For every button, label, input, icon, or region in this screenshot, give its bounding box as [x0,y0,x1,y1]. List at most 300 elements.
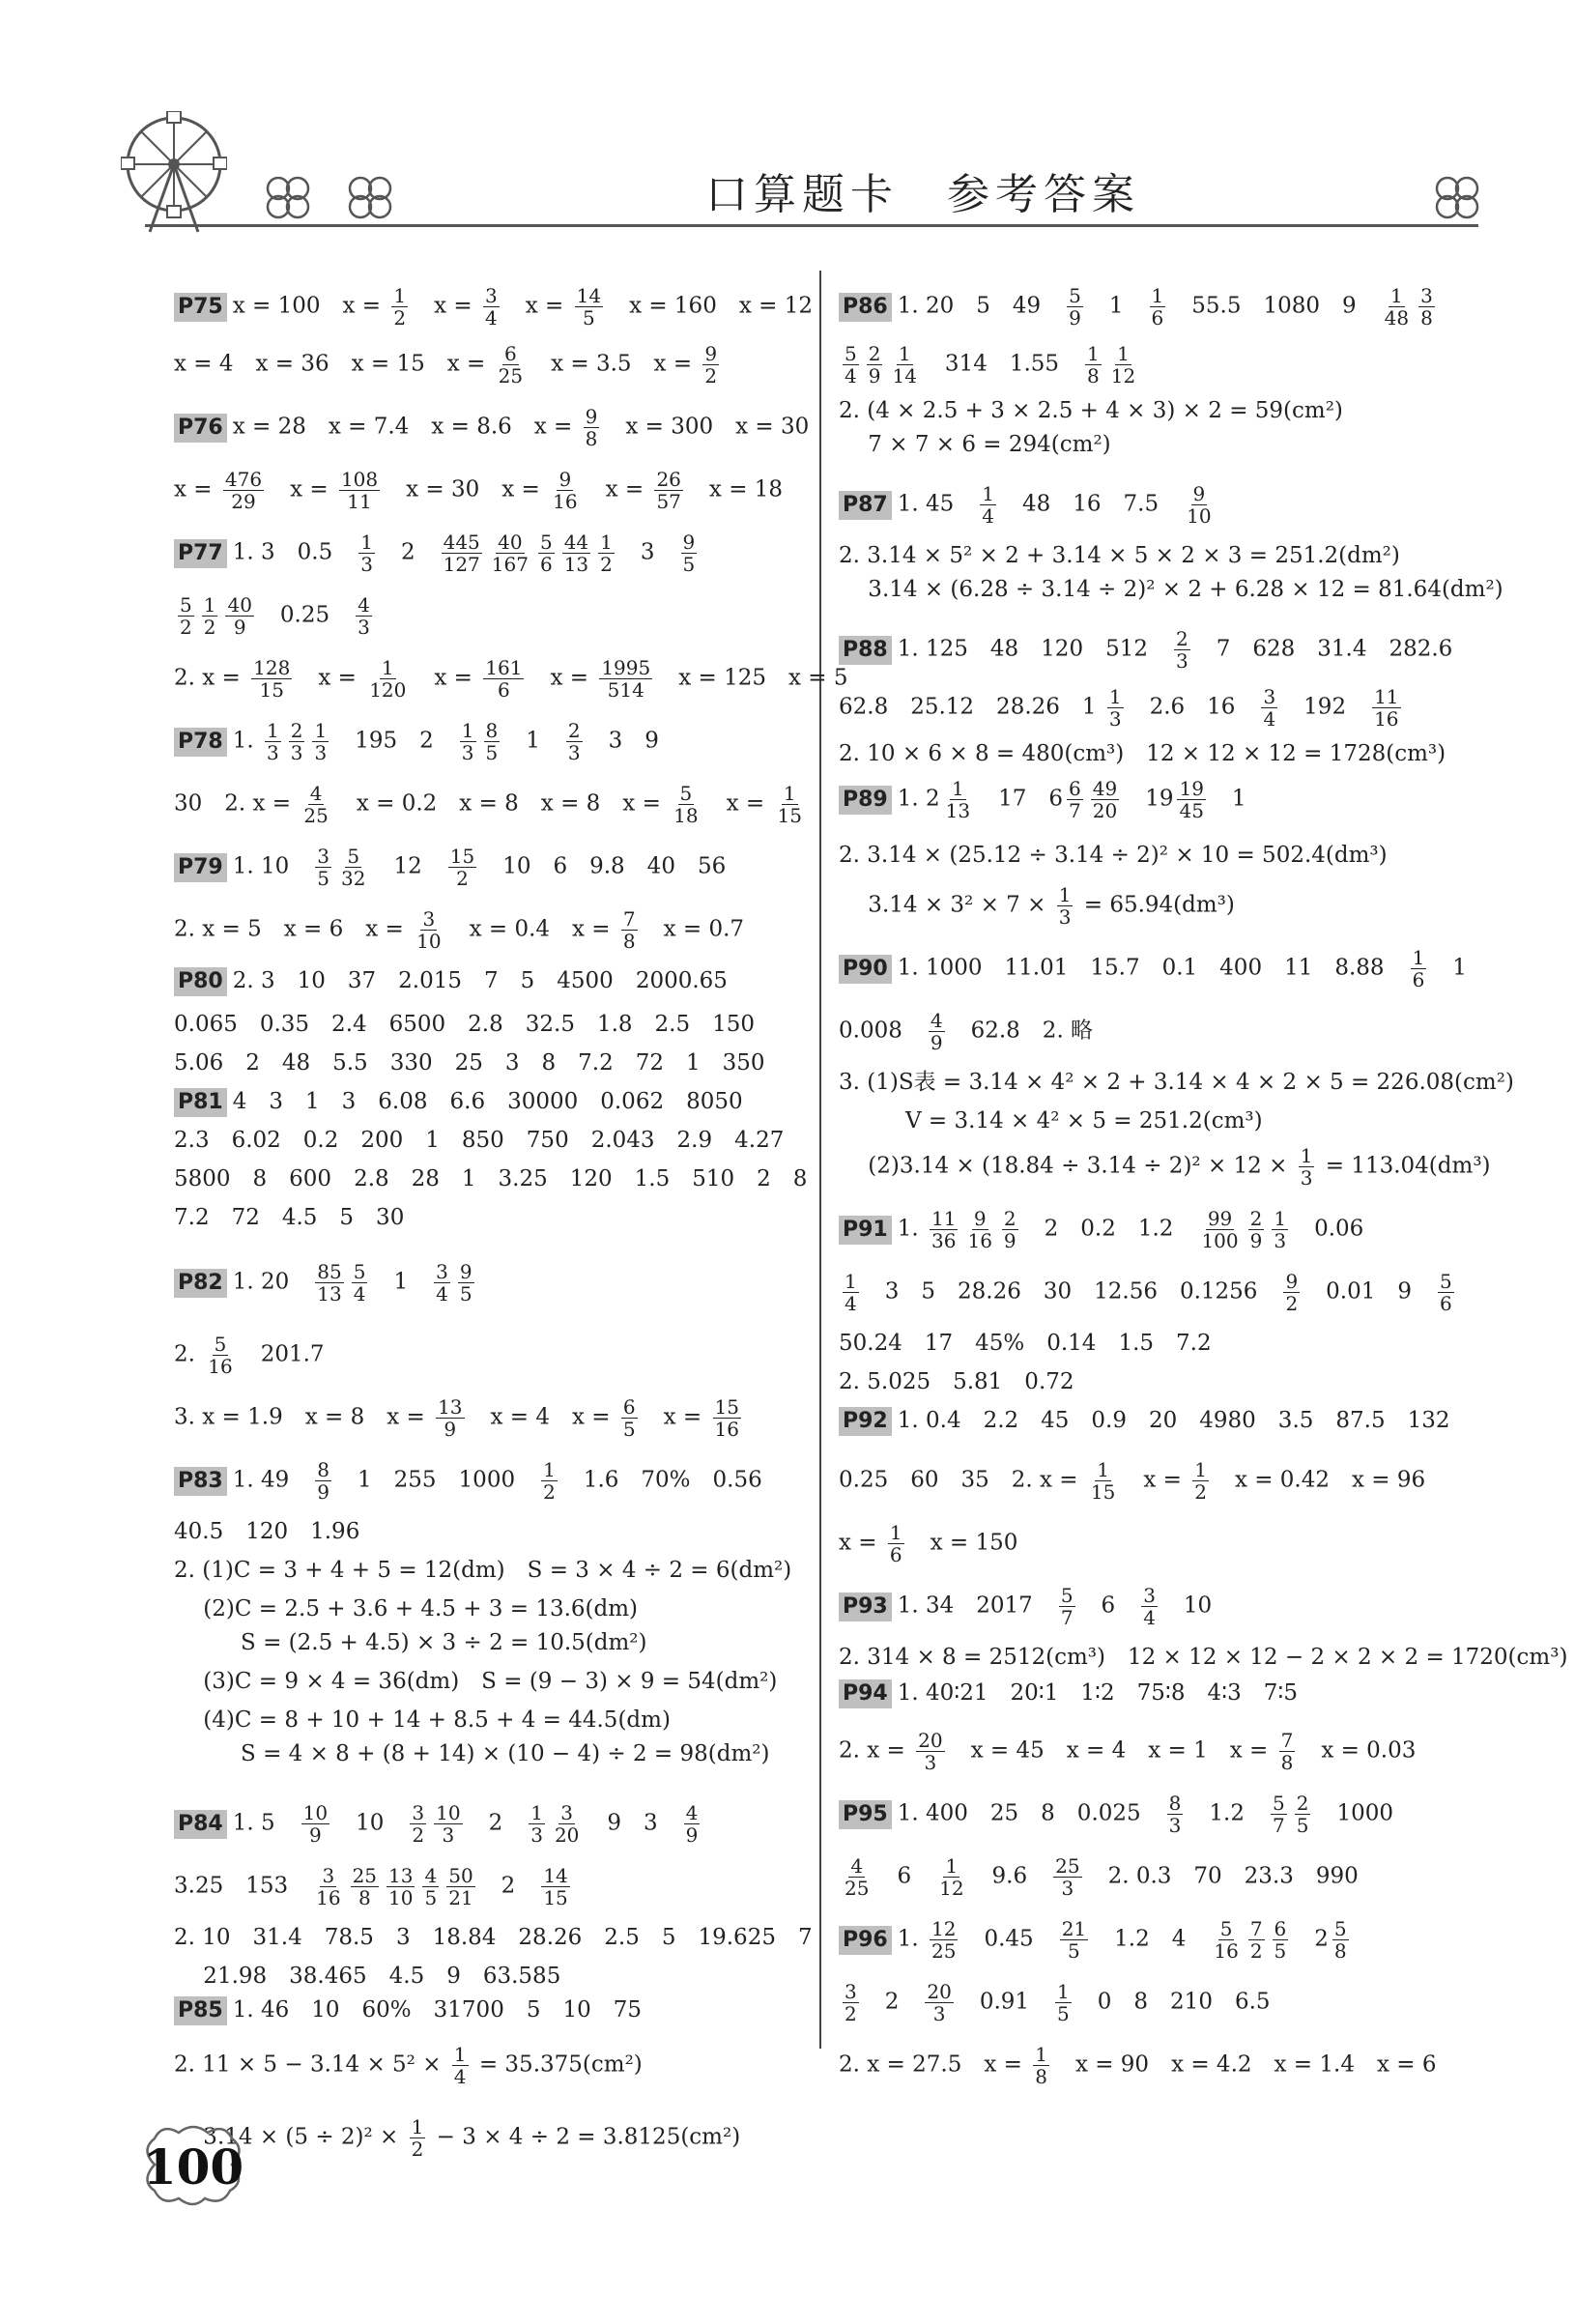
fraction-denominator: 3 [267,741,279,764]
fraction [483,285,500,329]
answer-line [174,1594,638,1623]
fraction [1272,1208,1288,1251]
answer-line [174,1164,807,1193]
answer-line [839,1730,1416,1773]
page-number: 100 [142,2138,244,2195]
fraction [434,1261,450,1305]
answer-text: x = [412,665,480,691]
fraction [484,720,501,763]
fraction-numerator: 1 [1108,685,1122,708]
fraction [1002,1208,1018,1251]
fraction-numerator: 40 [227,593,252,617]
answer-line [174,469,783,512]
fraction [301,1802,329,1846]
answer-text: x = 0.03 [1299,1737,1417,1764]
fraction [178,594,194,638]
answer-line [839,396,1343,425]
answer-text: 55.5 1080 9 [1169,293,1379,319]
fraction-numerator: 7 [1280,1729,1294,1752]
fraction-numerator: 5 [1069,284,1081,307]
fraction-denominator: 9 [444,1418,457,1441]
fraction-numerator: 8 [1168,1792,1182,1815]
fraction-denominator: 8 [1035,2065,1047,2088]
fraction [391,285,408,329]
answer-text: 1.2 [1187,1800,1267,1826]
page-tag: P94 [839,1679,892,1708]
answer-text: 2. 0.3 70 23.3 990 [1085,1863,1359,1889]
fraction-numerator: 25 [1055,1854,1080,1878]
answer-text: S = 4 × 8 + (8 + 14) × (10 − 4) ÷ 2 = 98(dm²) [174,1741,770,1766]
fraction-numerator: 3 [322,1864,335,1887]
answer-text: 2. x = 5 x = 6 x = [174,916,412,942]
fraction-numerator: 3 [1420,284,1433,307]
fraction-numerator: 1 [411,2115,424,2138]
answer-text: 50.24 17 45% 0.14 1.5 7.2 [839,1331,1212,1356]
fraction [1174,628,1190,672]
fraction [1248,1918,1265,1962]
fraction-numerator: 5 [1219,1917,1233,1940]
fraction [339,469,380,512]
answer-line [174,594,376,638]
answer-text: 1. 40∶21 20∶1 1∶2 75∶8 4∶3 7∶5 [897,1680,1299,1706]
answer-line [174,846,726,889]
fraction-numerator: 10 [436,1801,461,1824]
answer-text: 2. 3 10 37 2.015 7 5 4500 2000.65 [232,968,728,993]
fraction [315,1261,343,1305]
fraction-numerator: 21 [1061,1917,1087,1940]
answer-text: x = [839,1530,884,1556]
fraction-denominator: 6 [539,553,553,576]
answer-text: 7.2 72 4.5 5 30 [174,1205,405,1230]
answer-text: x = [502,293,571,319]
fraction-denominator: 5 [1068,1939,1080,1963]
fraction-numerator: 11 [1374,685,1399,708]
page-tag: P89 [839,786,892,815]
answer-text: x = 0.7 [641,916,745,942]
answer-text: 1. 45 [897,491,977,517]
ferris-wheel-icon [121,111,227,237]
fraction-denominator: 9 [868,364,881,387]
fraction-numerator: 5 [180,593,192,617]
fraction [566,720,583,763]
answer-text: x = 0.4 x = [446,916,617,942]
fraction-denominator: 3 [1168,1814,1182,1837]
answer-text: 2. x = 27.5 x = [839,2051,1030,2078]
fraction-numerator: 8 [485,719,499,742]
fraction-denominator: 2 [203,616,216,639]
answer-line [174,1048,765,1077]
answer-text: 9.6 [969,1863,1050,1889]
fraction-numerator: 9 [558,468,572,491]
fraction-denominator: 2 [1249,1939,1263,1963]
fraction-denominator: 2 [1285,1292,1299,1315]
fraction-numerator: 1 [845,1270,857,1293]
page-tag: P84 [174,1810,227,1839]
answer-text: S = (2.5 + 4.5) × 3 ÷ 2 = 10.5(dm²) [174,1630,647,1655]
fraction [1167,1793,1184,1836]
fraction [930,1208,958,1251]
fraction-numerator: 4 [309,782,323,805]
answer-text: 1 [1209,786,1246,812]
fraction-denominator: 9 [1249,1229,1263,1252]
answer-text: x = 0.2 x = 8 x = 8 x = [333,790,669,817]
fraction [930,1918,958,1962]
fraction [1192,1459,1209,1503]
fraction-numerator: 1 [203,593,216,617]
answer-text: 1.6 70% 0.56 [560,1467,762,1493]
answer-line [174,1517,359,1546]
fraction-denominator: 8 [1280,1751,1294,1774]
answer-text: 1. 5 [232,1810,298,1836]
fraction-numerator: 2 [1175,627,1188,650]
fraction-denominator: 12 [1110,364,1136,387]
answer-line [174,1459,762,1503]
page-tag: P77 [174,539,227,568]
answer-text: x = [174,476,219,502]
answer-text: x = 90 x = 4.2 x = 1.4 x = 6 [1052,2051,1437,2078]
fraction [202,594,218,638]
answer-text: 62.8 2. 略 [948,1018,1094,1044]
answer-text: 2. 11 × 5 − 3.14 × 5² × [174,2051,448,2078]
fraction [352,1261,368,1305]
fraction [654,469,682,512]
answer-text: 2. (1)C = 3 + 4 + 5 = 12(dm) S = 3 × 4 ÷ 2 = 6(dm²) [174,1558,792,1583]
answer-line [839,1678,1298,1708]
answer-text: 2. 3.14 × (25.12 ÷ 3.14 ÷ 2)² × 10 = 502.4(dm³) [839,843,1388,868]
header-rule [145,224,1478,227]
page-tag: P95 [839,1800,892,1829]
fraction-denominator: 6 [1440,1292,1452,1315]
fraction-numerator: 6 [504,342,517,365]
fraction [1295,1793,1311,1836]
fraction-numerator: 9 [1192,482,1206,505]
fraction-numerator: 161 [485,656,523,679]
answer-text: 1. 2 [897,786,940,812]
fraction-numerator: 40 [498,531,523,554]
answer-text: 2. (4 × 2.5 + 3 × 2.5 + 4 × 3) × 2 = 59(cm²) [839,398,1343,423]
fraction-denominator: 13 [563,553,589,576]
answer-line [174,657,847,701]
answer-line [174,1334,325,1377]
answer-text: 1 [1430,955,1467,981]
fraction-numerator: 1 [783,782,796,805]
answer-text: 10 [333,1810,407,1836]
fraction-numerator: 5 [347,845,360,868]
fraction-denominator: 6 [1412,968,1425,991]
fraction-numerator: 11 [931,1207,957,1230]
page-header [0,0,1575,242]
answer-line [839,1981,1271,2024]
fraction-denominator: 3 [1300,1166,1313,1190]
fraction-numerator: 13 [388,1864,414,1887]
fraction-numerator: 6 [1274,1917,1287,1940]
fraction [1060,1918,1088,1962]
answer-text: 0.065 0.35 2.4 6500 2.8 32.5 1.8 2.5 150 [174,1012,756,1037]
fraction-denominator: 5 [459,1282,472,1305]
fraction-numerator: 2 [290,719,303,742]
fraction-numerator: 1 [1274,1207,1287,1230]
answer-text: 9 3 [585,1810,680,1836]
fraction-numerator: 1 [453,2043,467,2066]
fraction-denominator: 25 [931,1939,957,1963]
answer-line [174,1667,777,1696]
answer-text: x = [703,790,772,817]
fraction [538,531,555,575]
fraction [1372,686,1400,730]
fraction-numerator: 6 [1069,777,1081,800]
fraction-denominator: 15 [777,804,802,827]
fraction-numerator: 44 [563,531,589,554]
answer-text: 1. [897,1926,927,1952]
fraction [1150,285,1166,329]
fraction-numerator: 13 [438,1395,463,1419]
fraction-denominator: 2 [411,2138,424,2161]
fraction-numerator: 1 [1151,284,1164,307]
fraction-denominator: 20 [1092,799,1118,822]
fraction-denominator: 36 [931,1229,957,1252]
answer-line [174,908,744,952]
answer-line [839,575,1503,604]
answer-text: 2. [174,1341,203,1367]
answer-text: 6 [874,1863,934,1889]
fraction-numerator: 19 [1179,777,1204,800]
answer-text: x = [268,476,335,502]
answer-text: x = 100 x = [232,293,388,319]
fraction-denominator: 5 [424,1886,438,1909]
fraction-denominator: 3 [924,1751,937,1774]
fraction [1283,1271,1300,1314]
fraction-denominator: 3 [1061,1877,1074,1900]
answer-text: 2 0.2 1.2 [1021,1216,1196,1242]
fraction-numerator: 3 [412,1801,425,1824]
fraction [1089,1459,1117,1503]
fraction [1383,285,1411,329]
fraction-denominator: 4 [453,2065,467,2088]
answer-line [839,1145,1491,1189]
answer-text: 7 × 7 × 6 = 294(cm²) [839,432,1111,457]
answer-text: 10 [1160,1592,1213,1619]
fraction [1199,1208,1240,1251]
fraction-numerator: 12 [931,1917,957,1940]
fraction-numerator: 1 [1194,1458,1207,1481]
fraction [1248,1208,1265,1251]
fraction-numerator: 7 [622,907,636,931]
fraction [1107,686,1124,730]
fraction [315,1459,331,1503]
fraction-numerator: 85 [317,1260,342,1283]
answer-line [174,285,813,329]
answer-text: x = 30 x = [384,476,548,502]
answer-text: 30 2. x = [174,790,299,817]
fraction [1271,1793,1287,1836]
fraction-denominator: 13 [945,799,971,822]
fraction-numerator: 25 [352,1864,378,1887]
answer-text: 1. 1000 11.01 15.7 0.1 400 11 8.88 [897,955,1407,981]
answer-text: 1. [897,1216,927,1242]
fraction-denominator: 3 [530,1823,543,1847]
answer-text: 2 [862,1989,922,2015]
answer-text: 1. 10 [232,853,312,879]
answer-text: 17 6 [976,786,1063,812]
answer-line [839,778,1246,821]
fraction [584,406,600,449]
answer-text: 3.25 153 [174,1873,311,1899]
fraction-denominator: 3 [1108,707,1122,731]
fraction-denominator: 8 [1087,364,1100,387]
fraction-denominator: 4 [436,1282,448,1305]
answer-text: 3.14 × (6.28 ÷ 3.14 ÷ 2)² × 2 + 6.28 × 12 = 81.64(dm²) [839,577,1503,602]
fraction-denominator: 7 [1069,799,1081,822]
answer-text: x = [412,293,479,319]
fraction-numerator: 5 [353,1260,366,1283]
answer-line [839,1010,1093,1053]
answer-line [839,1068,1514,1097]
fraction-numerator: 1 [461,719,474,742]
fraction [289,720,305,763]
fraction-denominator: 3 [358,616,370,639]
fraction-numerator: 108 [340,468,379,491]
answer-text: 3.14 × 3² × 7 × [839,892,1053,918]
answer-text: x = [1121,1467,1189,1493]
fraction [1067,778,1083,821]
fraction-numerator: 3 [485,284,498,307]
fraction-numerator: 5 [1440,1270,1452,1293]
fraction-denominator: 9 [317,1480,330,1504]
answer-line [174,1203,404,1232]
page-number-badge [135,2121,251,2208]
fraction-denominator: 11 [347,490,372,513]
answer-text: x = 150 [907,1530,1018,1556]
answer-text: 0.06 [1292,1216,1364,1242]
answer-text: x = 4 x = [468,1404,617,1430]
fraction-numerator: 1 [393,284,407,307]
answer-text: V = 3.14 × 4² × 5 = 251.2(cm³) [839,1108,1263,1133]
answer-line [839,430,1111,459]
fraction-numerator: 476 [224,468,263,491]
answer-line [839,2044,1436,2087]
fraction-numerator: 20 [927,1980,952,2003]
fraction [672,783,700,826]
answer-text: 1. [232,728,262,754]
answer-line [839,1106,1263,1135]
fraction [410,2116,426,2160]
fraction-denominator: 8 [1420,306,1433,330]
fraction-denominator: 7 [1272,1814,1285,1837]
fraction [702,343,719,387]
fraction-numerator: 15 [449,845,475,868]
fraction-numerator: 3 [560,1801,574,1824]
fraction [1091,778,1119,821]
fraction-denominator: 4 [845,364,857,387]
fraction-numerator: 3 [436,1260,448,1283]
fraction-denominator: 29 [231,490,256,513]
fraction-numerator: 5 [845,342,857,365]
fraction-denominator: 15 [543,1886,568,1909]
fraction-denominator: 4 [1143,1606,1156,1629]
fraction-numerator: 4 [424,1864,438,1887]
fraction [598,531,615,575]
answer-line [839,1208,1363,1251]
fraction-numerator: 10 [302,1801,329,1824]
answer-text: 62.8 25.12 28.26 1 [839,694,1103,720]
fraction [223,469,264,512]
fraction-denominator: 6 [497,678,510,702]
fraction-denominator: 2 [704,364,718,387]
fraction [1279,1730,1296,1773]
answer-text: (2)3.14 × (18.84 ÷ 3.14 ÷ 2)² × 12 × [839,1153,1295,1179]
fraction-denominator: 9 [930,1031,943,1054]
fraction [1109,343,1137,387]
fraction-numerator: 15 [714,1395,739,1419]
fraction-denominator: 10 [1187,504,1212,528]
answer-text: 12 [371,853,444,879]
fraction-denominator: 15 [1090,1480,1116,1504]
fraction-denominator: 4 [353,1282,366,1305]
fraction-denominator: 3 [360,553,373,576]
fraction-numerator: 1 [1117,342,1130,365]
fraction-denominator: 3 [567,741,581,764]
answer-text: 2. 314 × 8 = 2512(cm³) 12 × 12 × 12 − 2 × 2 × 2 = 1720(cm³) [839,1645,1568,1670]
fraction [929,1010,945,1053]
answer-text: = 113.04(dm³) [1318,1153,1491,1179]
answer-text: 1. 20 [232,1269,312,1295]
fraction-denominator: 2 [180,616,192,639]
fraction-numerator: 3 [1263,685,1276,708]
answer-text: 3 [617,539,677,565]
fraction [621,908,638,952]
fraction [387,1865,415,1908]
fraction-numerator: 1 [982,482,995,505]
answer-text: 1. 49 [232,1467,312,1493]
fraction [775,783,803,826]
answer-text: (2)C = 2.5 + 3.6 + 4.5 + 3 = 13.6(dm) [174,1596,639,1621]
fraction-denominator: 5 [582,306,595,330]
answer-text: x = [583,476,651,502]
answer-text: 1. 3 0.5 [232,539,356,565]
answer-text: 1 [371,1269,431,1295]
fraction [1085,343,1102,387]
fraction [460,720,476,763]
fraction-numerator: 20 [918,1729,943,1752]
answer-text: x = 18 [686,476,784,502]
fraction-denominator: 2 [393,306,407,330]
fraction [452,2044,469,2087]
fraction [497,343,525,387]
answer-line [174,1962,560,1991]
answer-text: 2. 3.14 × 5² × 2 + 3.14 × 5 × 2 × 3 = 251.2(dm²) [839,543,1400,568]
fraction-denominator: 514 [607,678,644,702]
page-tag: P81 [174,1088,227,1117]
answer-line [839,1271,1458,1314]
fraction-denominator: 5 [1296,1814,1309,1837]
page-tag: P92 [839,1407,892,1436]
fraction-numerator: 4 [850,1854,864,1878]
page-tag: P96 [839,1926,892,1955]
answer-text: 3. (1)S表 = 3.14 × 4² × 2 + 3.14 × 4 × 2 × 5 = 226.08(cm²) [839,1070,1514,1095]
fraction-denominator: 16 [208,1355,233,1378]
fraction-numerator: 1 [1097,1458,1109,1481]
fraction-denominator: 16 [1214,1939,1239,1963]
clover-icon [1430,174,1488,222]
fraction [980,483,996,527]
fraction [446,1865,474,1908]
fraction-denominator: 8 [585,427,598,450]
fraction-denominator: 18 [673,804,699,827]
fraction-denominator: 2 [845,2002,857,2025]
answer-text: 2 [478,1873,538,1899]
fraction [415,908,443,952]
answer-text: 5.06 2 48 5.5 330 25 3 8 7.2 72 1 350 [174,1050,765,1076]
